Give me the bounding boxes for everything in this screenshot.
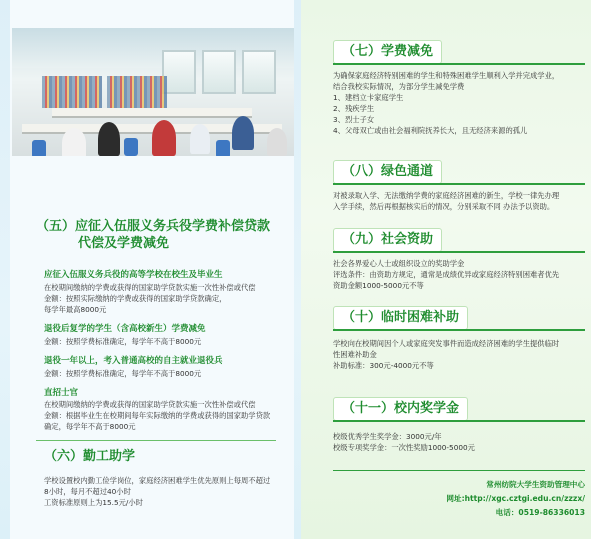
section5-block1-line2: 金额：按照实际缴纳的学费或获得的国家助学贷款确定， (44, 294, 227, 303)
section5-block1-line3: 每学年最高8000元 (44, 305, 107, 314)
section5-block4-line1: 在校期间缴纳的学费或获得的国家助学贷款实施一次性补偿或代偿 (44, 400, 256, 409)
section7-line2: 结合我校实际情况，为部分学生减免学费 (333, 82, 465, 91)
section7-item2: 2、残疾学生 (333, 104, 375, 113)
section9-title: （九）社会资助 (333, 228, 442, 252)
section6-title: （六）勤工助学 (44, 449, 136, 464)
footer-website-link[interactable]: 网址:http://xgc.cztgi.edu.cn/zzzx/ (446, 494, 585, 503)
section5-title-line2: 代偿及学费减免 (78, 236, 170, 251)
section7-item4: 4、父母双亡或由社会福利院抚养长大，且无经济来源的孤儿 (333, 126, 528, 135)
section9-line3: 资助金额1000-5000元不等 (333, 281, 424, 290)
section7-line1: 为确保家庭经济特别困难的学生和特殊困难学生顺利入学并完成学业， (333, 71, 560, 80)
section7-item1: 1、建档立卡家庭学生 (333, 93, 404, 102)
section5-title-line1: （五）应征入伍服义务兵役学费补偿贷款 (36, 219, 271, 234)
footer-org: 常州纺院大学生资助管理中心 (486, 480, 585, 489)
section7-underline (333, 63, 585, 65)
footer-divider (333, 470, 585, 471)
section11-line2: 校级专项奖学金：一次性奖励1000-5000元 (333, 443, 475, 452)
section9-underline (333, 251, 585, 253)
section10-line1: 学校向在校期间因个人或家庭突发事件而造成经济困难的学生提供临时 (333, 339, 560, 348)
section10-underline (333, 329, 585, 331)
section5-block1-line1: 在校期间缴纳的学费或获得的国家助学贷款实施一次性补偿或代偿 (44, 283, 256, 292)
section5-block2-heading: 退役后复学的学生（含高校新生）学费减免 (44, 324, 206, 334)
section8-underline (333, 183, 585, 185)
section10-line2: 性困难补助金 (333, 350, 377, 359)
section7-item3: 3、烈士子女 (333, 115, 375, 124)
section5-block3-heading: 退役一年以上，考入普通高校的自主就业退役兵 (44, 356, 223, 366)
section5-block4-line2: 金额：根据毕业生在校期间每年实际缴纳的学费或获得的国家助学贷款 (44, 411, 271, 420)
section-divider (36, 440, 276, 441)
section5-block4-heading: 直招士官 (44, 388, 79, 398)
section8-line2: 入学手续，然后再根据核实后的情况，分别采取不同 办法予以资助。 (333, 202, 555, 211)
section10-title: （十）临时困难补助 (333, 306, 468, 330)
section9-line1: 社会各界爱心人士或组织设立的奖助学金 (333, 259, 465, 268)
section10-line3: 补助标准：300元-4000元不等 (333, 361, 434, 370)
footer-phone: 电话：0519-86336013 (495, 508, 585, 517)
section9-line2: 评选条件：由资助方规定，通常是成绩优异或家庭经济特别困难者优先 (333, 270, 560, 279)
section11-underline (333, 420, 585, 422)
library-photo (12, 28, 294, 156)
section6-line2: 8小时，每月不超过40小时 (44, 487, 131, 496)
section11-title: （十一）校内奖学金 (333, 397, 468, 421)
section5-block3-line1: 金额：按照学费标准确定，每学年不高于8000元 (44, 369, 202, 378)
section6-line1: 学校设置校内勤工俭学岗位，家庭经济困难学生优先原则上每周不超过 (44, 476, 271, 485)
section5-block2-line1: 金额：按照学费标准确定，每学年不高于8000元 (44, 337, 202, 346)
section7-title: （七）学费减免 (333, 40, 442, 64)
section11-line1: 校级优秀学生奖学金：3000元/年 (333, 432, 442, 441)
section8-line1: 对被录取入学、无法缴纳学费的家庭经济困难的新生，学校一律先办理 (333, 191, 560, 200)
section8-title: （八）绿色通道 (333, 160, 442, 184)
section5-block1-heading: 应征入伍服义务兵役的高等学校在校生及毕业生 (44, 270, 223, 280)
section5-block4-line3: 确定，每学年不高于8000元 (44, 422, 136, 431)
section6-line3: 工资标准原则上为15.5元/小时 (44, 498, 143, 507)
